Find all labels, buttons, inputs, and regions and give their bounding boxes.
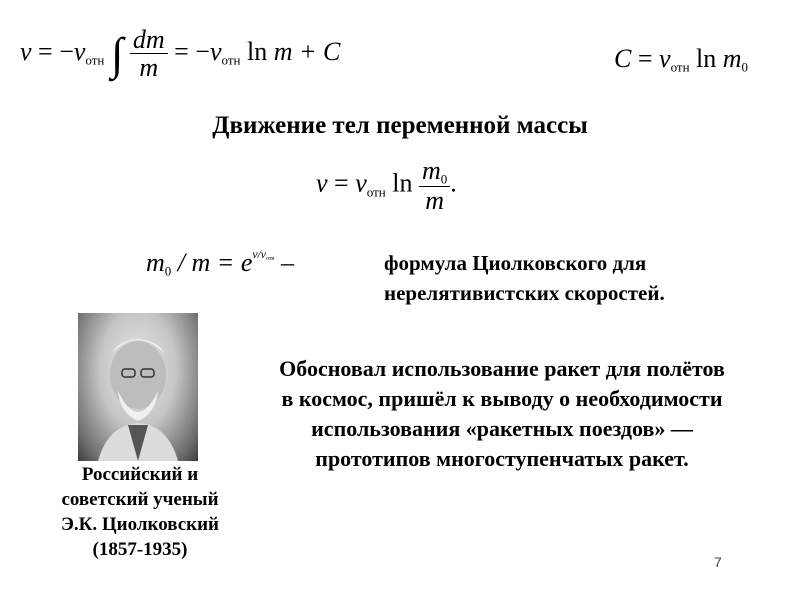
- slide-title: Движение тел переменной массы: [212, 112, 588, 139]
- eq-term: / m = e: [171, 248, 253, 277]
- eq-symbol: v: [355, 168, 367, 198]
- portrait-illustration: [78, 313, 198, 461]
- fraction-denominator: m: [425, 186, 444, 216]
- eq-symbol: v: [316, 168, 328, 198]
- formula-caption: [384, 248, 784, 308]
- eq-subscript: 0: [741, 59, 749, 75]
- caption-line: формула Циолковского для: [384, 251, 647, 275]
- caption-line: Э.К. Циолковский: [60, 514, 220, 535]
- equation-constant: [614, 44, 748, 76]
- eq-exponent: [252, 248, 274, 261]
- eq-operator: = −: [31, 36, 74, 66]
- page-number: 7: [714, 554, 722, 570]
- eq-symbol: v: [73, 36, 86, 66]
- eq-dash: –: [274, 248, 295, 277]
- eq-symbol: m: [716, 44, 742, 73]
- eq-symbol: m: [146, 248, 165, 277]
- eq-operator: =: [631, 44, 660, 73]
- caption-line: нерелятивистских скоростей.: [384, 281, 665, 305]
- eq-subscript: отн: [266, 256, 275, 263]
- eq-symbol: v: [209, 36, 222, 66]
- eq-subscript: отн: [670, 59, 690, 75]
- eq-function: ln: [696, 44, 717, 73]
- fraction-numerator: dm: [130, 26, 168, 54]
- eq-subscript: отн: [366, 184, 386, 200]
- eq-symbol: v: [20, 36, 32, 66]
- eq-subscript: отн: [85, 52, 105, 68]
- caption-line: Российский и: [81, 464, 199, 485]
- paragraph-line: в космос, пришёл к выводу о необходимости: [281, 386, 723, 411]
- eq-function: ln: [246, 36, 268, 66]
- integral-sign: ∫: [110, 27, 124, 79]
- eq-fraction: [419, 157, 450, 214]
- eq-term: m + C: [267, 36, 341, 66]
- eq-operator: = −: [167, 36, 210, 66]
- eq-fraction: [130, 26, 168, 82]
- eq-subscript: 0: [440, 171, 448, 187]
- eq-operator: =: [327, 168, 356, 198]
- eq-punctuation: .: [450, 168, 457, 198]
- equation-tsiolkovsky-velocity: [316, 157, 457, 214]
- paragraph-line: прототипов многоступенчатых ракет.: [315, 446, 689, 471]
- fraction-denominator: m: [139, 53, 159, 83]
- equation-mass-ratio: [146, 248, 294, 280]
- caption-line: советский ученый: [61, 489, 219, 510]
- portrait-photo: [78, 313, 198, 461]
- paragraph-line: использования «ракетных поездов» —: [311, 416, 693, 441]
- person-caption: [30, 462, 250, 562]
- contribution-paragraph: [222, 354, 782, 474]
- eq-symbol: v: [659, 44, 671, 73]
- eq-subscript: отн: [221, 52, 241, 68]
- caption-line: (1857-1935): [92, 539, 188, 560]
- equation-velocity-integral: [20, 26, 340, 82]
- paragraph-line: Обосновал использование ракет для полётов: [279, 356, 725, 381]
- eq-subscript: 0: [164, 263, 172, 279]
- eq-symbol: C: [614, 44, 632, 73]
- fraction-numerator: [419, 157, 450, 187]
- eq-symbol: m: [421, 156, 441, 185]
- exponent-term: v/v: [252, 248, 266, 262]
- eq-function: ln: [392, 168, 413, 198]
